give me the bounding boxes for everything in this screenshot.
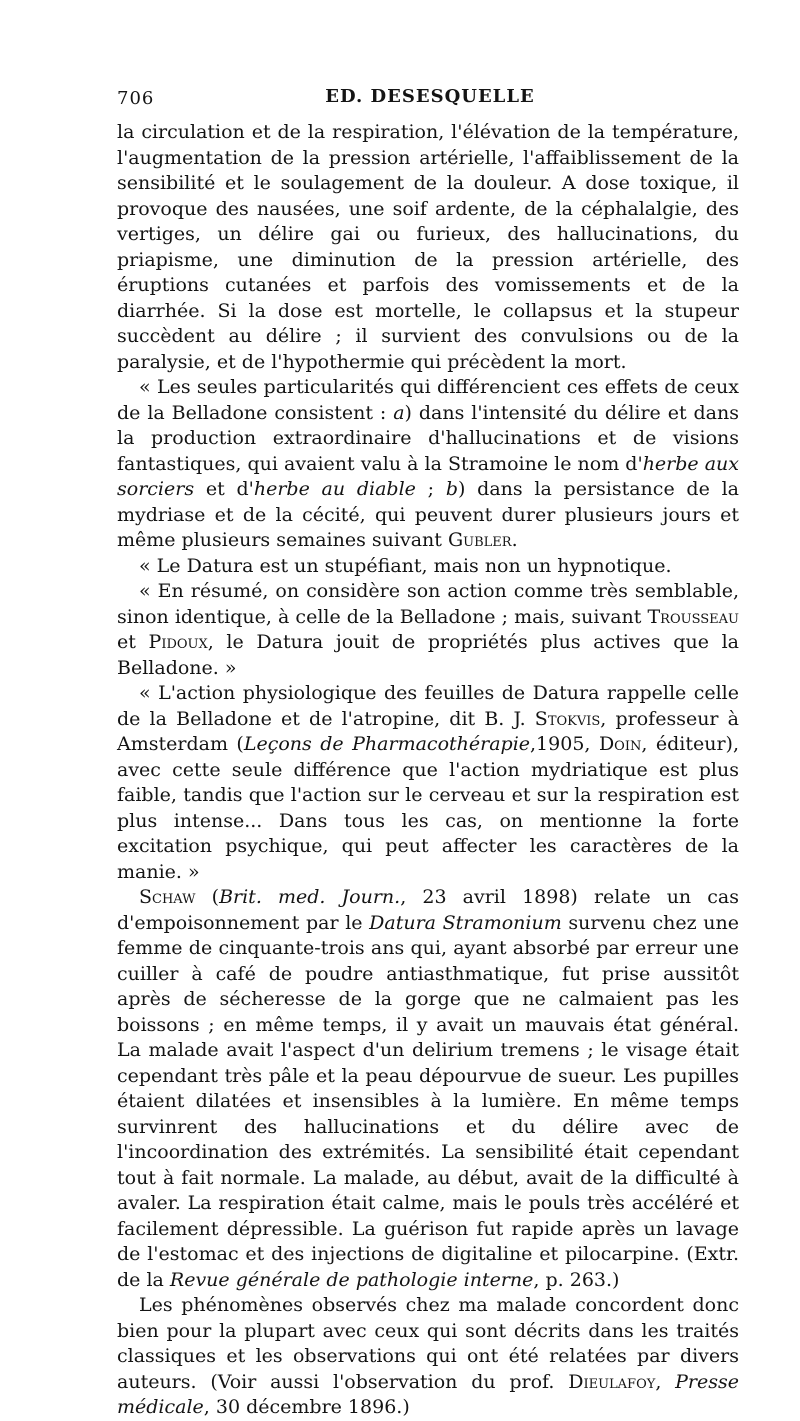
species-name: Datura Stramonium [369,911,562,934]
paragraph-5: « L'action physiologique des feuilles de Datura rappelle celle de la Belladone et de l'atropine, dit B. J. Stokvis, professeur à Amsterdam (Leçons de Pharmacothérapie,1905, Doin, éditeur), avec cette seule différence que l'action mydriatique est plus faible, tandis que l'action sur le cerveau et sur la respiration est plus intense... Dans tous les cas, on mentionne la forte excitation psychique, qui peut affecter les caractères de la manie. » [117,682,739,883]
author-name: Trousseau [647,605,739,628]
journal-title: Brit. med. Journ. [219,886,401,908]
publisher-name: Doin [598,733,642,755]
paragraph-4: « En résumé, on considère son action comme très semblable, sinon identique, à celle de la Belladone ; mais, suivant Trousseau et Pidoux, le Datura jouit de propriétés plus actives que la Belladone. » [117,580,740,679]
paragraph-3: « Le Datura est un stupéfiant, mais non un hypnotique. [139,554,672,577]
paragraph-6: Schaw (Brit. med. Journ., 23 avril 1898) relate un cas d'empoisonnement par le Datura Stramonium survenu chez une femme de cinquante-trois ans qui, ayant absorbé par erreur une cuiller à café de poudre antiasthmatique, fut prise aussitôt après de sécheresse de la gorge que ne calmaient pas les boissons ; en même temps, il y avait un mauvais état général. La malade avait l'aspect d'un delirium tremens ; le visage était cependant très pâle et la peau dépourvue de sueur. Les pupilles étaient dilatées et insensibles à la lumière. En même temps survinrent des hallucinations et du délire avec de l'incoordination des extrémités. La sensibilité était cependant tout à fait normale. La malade, au début, avait de la difficulté à avaler. La respiration était calme, mais le pouls très accéléré et facilement dépressible. La guérison fut rapide après un lavage de l'estomac et des injections de digitaline et pilocarpine. (Extr. de la Revue générale de pathologie interne, p. 263.) [117,886,739,1291]
book-title: Leçons de Pharmacothérapie [243,733,531,755]
author-name: Gubler [447,529,512,551]
emphasis-herbe-au-diable: herbe au diable [253,478,416,500]
emphasis-herbe-aux-sorciers: herbe aux sorciers [117,452,740,500]
author-name: Pidoux [148,631,208,653]
journal-title: Presse médicale [117,1370,739,1418]
body-text [117,120,739,1421]
journal-title: Revue générale de pathologie interne [169,1268,534,1291]
running-title: ED. DESESQUELLE [325,86,535,107]
paragraph-2: « Les seules particularités qui différencient ces effets de ceux de la Belladone consistent : a) dans l'intensité du délire et dans la production extraordinaire d'hallucinations et de visions fantastiques, qui avaient valu à la Stramoine le nom d'herbe aux sorciers et d'herbe au diable ; b) dans la persistance de la mydriase et de la cécité, qui peuvent durer plusieurs jours et même plusieurs semaines suivant Gubler. [117,376,740,551]
author-name: Schaw [139,886,196,908]
author-name: Stokvis [534,707,601,730]
page-number: 706 [117,88,155,109]
paragraph-7: Les phénomènes observés chez ma malade concordent donc bien pour la plupart avec ceux qui sont décrits dans les traités classiques et les observations qui ont été relatées par divers auteurs. (Voir aussi l'observation du prof. Dieulafoy, Presse médicale, 30 décembre 1896.) [117,1294,739,1418]
author-name: Dieulafoy [568,1370,656,1393]
paragraph-1: la circulation et de la respiration, l'élévation de la température, l'augmentation de la pression artérielle, l'affaiblissement de la sensibilité et le soulagement de la douleur. A dose toxique, il provoque des nausées, une soif ardente, de la céphalalgie, des vertiges, un délire gai ou furieux, des hallucinations, du priapisme, une diminution de la pression artérielle, des éruptions cutanées et parfois des vomissements et de la diarrhée. Si la dose est mortelle, le collapsus et la stupeur succèdent au délire ; il survient des convulsions ou de la paralysie, et de l'hypothermie qui précèdent la mort. [117,121,739,373]
